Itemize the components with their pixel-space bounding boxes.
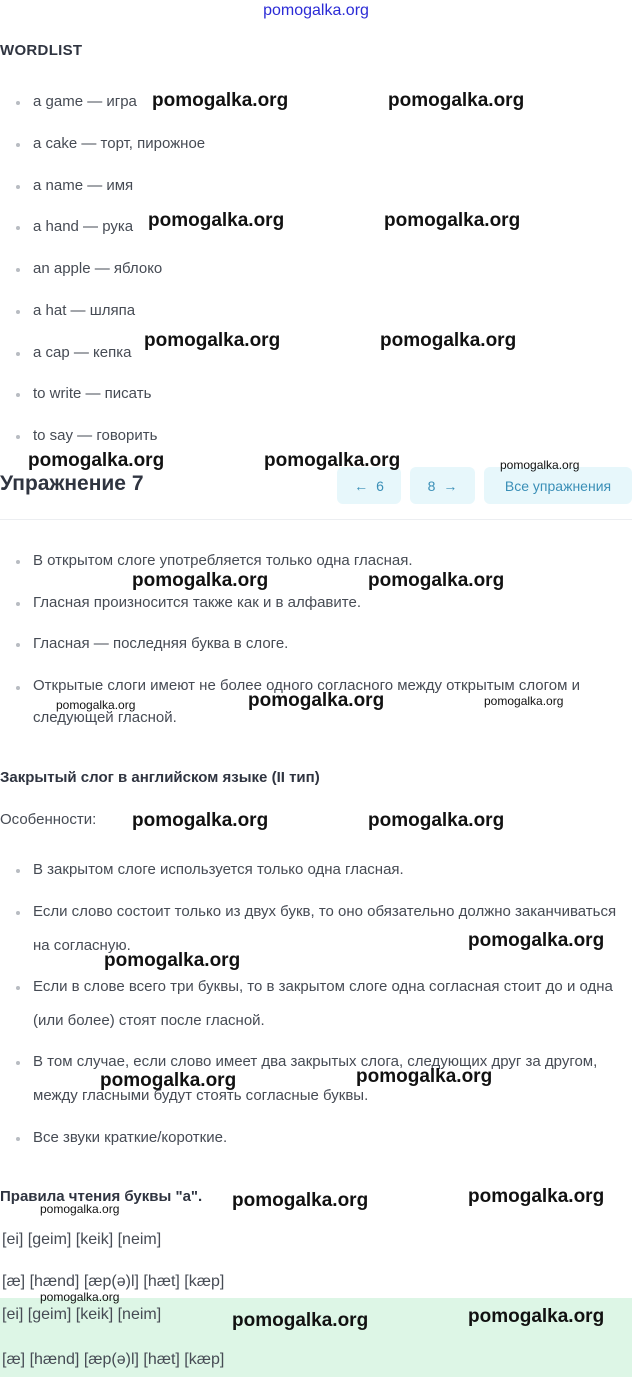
watermark: pomogalka.org xyxy=(368,810,505,831)
bullet-dot xyxy=(16,226,20,230)
rules-heading: Правила чтения буквы "а". xyxy=(0,1188,203,1205)
bullet-dot xyxy=(16,911,20,915)
watermark: pomogalka.org xyxy=(468,930,605,951)
bullet-dot xyxy=(16,643,20,647)
bullet-dot xyxy=(16,1137,20,1141)
watermark-top: pomogalka.org xyxy=(263,2,369,19)
arrow-left-icon: ← xyxy=(354,477,369,494)
phonetic-line: [æ] [hænd] [æp(ə)l] [hæt] [kæp] xyxy=(2,1273,225,1290)
watermark: pomogalka.org xyxy=(132,810,269,831)
watermark: pomogalka.org xyxy=(356,1066,493,1087)
watermark: pomogalka.org xyxy=(144,330,281,351)
watermark: pomogalka.org xyxy=(380,330,517,351)
watermark: pomogalka.org xyxy=(388,90,525,111)
watermark: pomogalka.org xyxy=(468,1186,605,1207)
watermark: pomogalka.org xyxy=(500,458,580,472)
bullet-dot xyxy=(16,101,20,105)
bullet-dot xyxy=(16,185,20,189)
bullet-dot xyxy=(16,435,20,439)
bullet-dot xyxy=(16,560,20,564)
bullet-dot xyxy=(16,393,20,397)
all-exercises-button[interactable]: Все упражнения xyxy=(484,467,632,504)
watermark: pomogalka.org xyxy=(368,570,505,591)
watermark: pomogalka.org xyxy=(468,1306,605,1327)
closed-syllable-heading: Закрытый слог в английском языке (II тип) xyxy=(0,769,320,786)
watermark: pomogalka.org xyxy=(264,450,401,471)
bullet-dot xyxy=(16,352,20,356)
arrow-right-icon: → xyxy=(443,477,458,494)
highlight-phonetic-line: [æ] [hænd] [æp(ə)l] [hæt] [kæp] xyxy=(2,1351,225,1368)
bullet-dot xyxy=(16,268,20,272)
wordlist-title: WORDLIST xyxy=(0,42,83,59)
watermark: pomogalka.org xyxy=(40,1202,120,1216)
divider xyxy=(0,519,632,520)
watermark: pomogalka.org xyxy=(56,698,136,712)
watermark: pomogalka.org xyxy=(248,690,385,711)
bullet-dot xyxy=(16,143,20,147)
prev-exercise-button[interactable]: ← 6 xyxy=(337,467,401,504)
watermark: pomogalka.org xyxy=(40,1290,120,1304)
watermark: pomogalka.org xyxy=(484,694,564,708)
bullet-dot xyxy=(16,602,20,606)
phonetic-line: [ei] [geim] [keik] [neim] xyxy=(2,1231,162,1248)
watermark: pomogalka.org xyxy=(152,90,289,111)
next-exercise-button[interactable]: 8 → xyxy=(410,467,475,504)
features-label: Особенности: xyxy=(0,811,97,828)
watermark: pomogalka.org xyxy=(148,210,285,231)
watermark: pomogalka.org xyxy=(232,1190,369,1211)
bullet-dot xyxy=(16,986,20,990)
highlight-phonetic-line: [ei] [geim] [keik] [neim] xyxy=(2,1306,162,1323)
watermark: pomogalka.org xyxy=(100,1070,237,1091)
watermark: pomogalka.org xyxy=(28,450,165,471)
watermark: pomogalka.org xyxy=(104,950,241,971)
watermark: pomogalka.org xyxy=(232,1310,369,1331)
watermark: pomogalka.org xyxy=(384,210,521,231)
bullet-dot xyxy=(16,1061,20,1065)
watermark: pomogalka.org xyxy=(132,570,269,591)
bullet-dot xyxy=(16,310,20,314)
bullet-dot xyxy=(16,869,20,873)
exercise-title: Упражнение 7 xyxy=(0,472,144,495)
bullet-dot xyxy=(16,686,20,690)
